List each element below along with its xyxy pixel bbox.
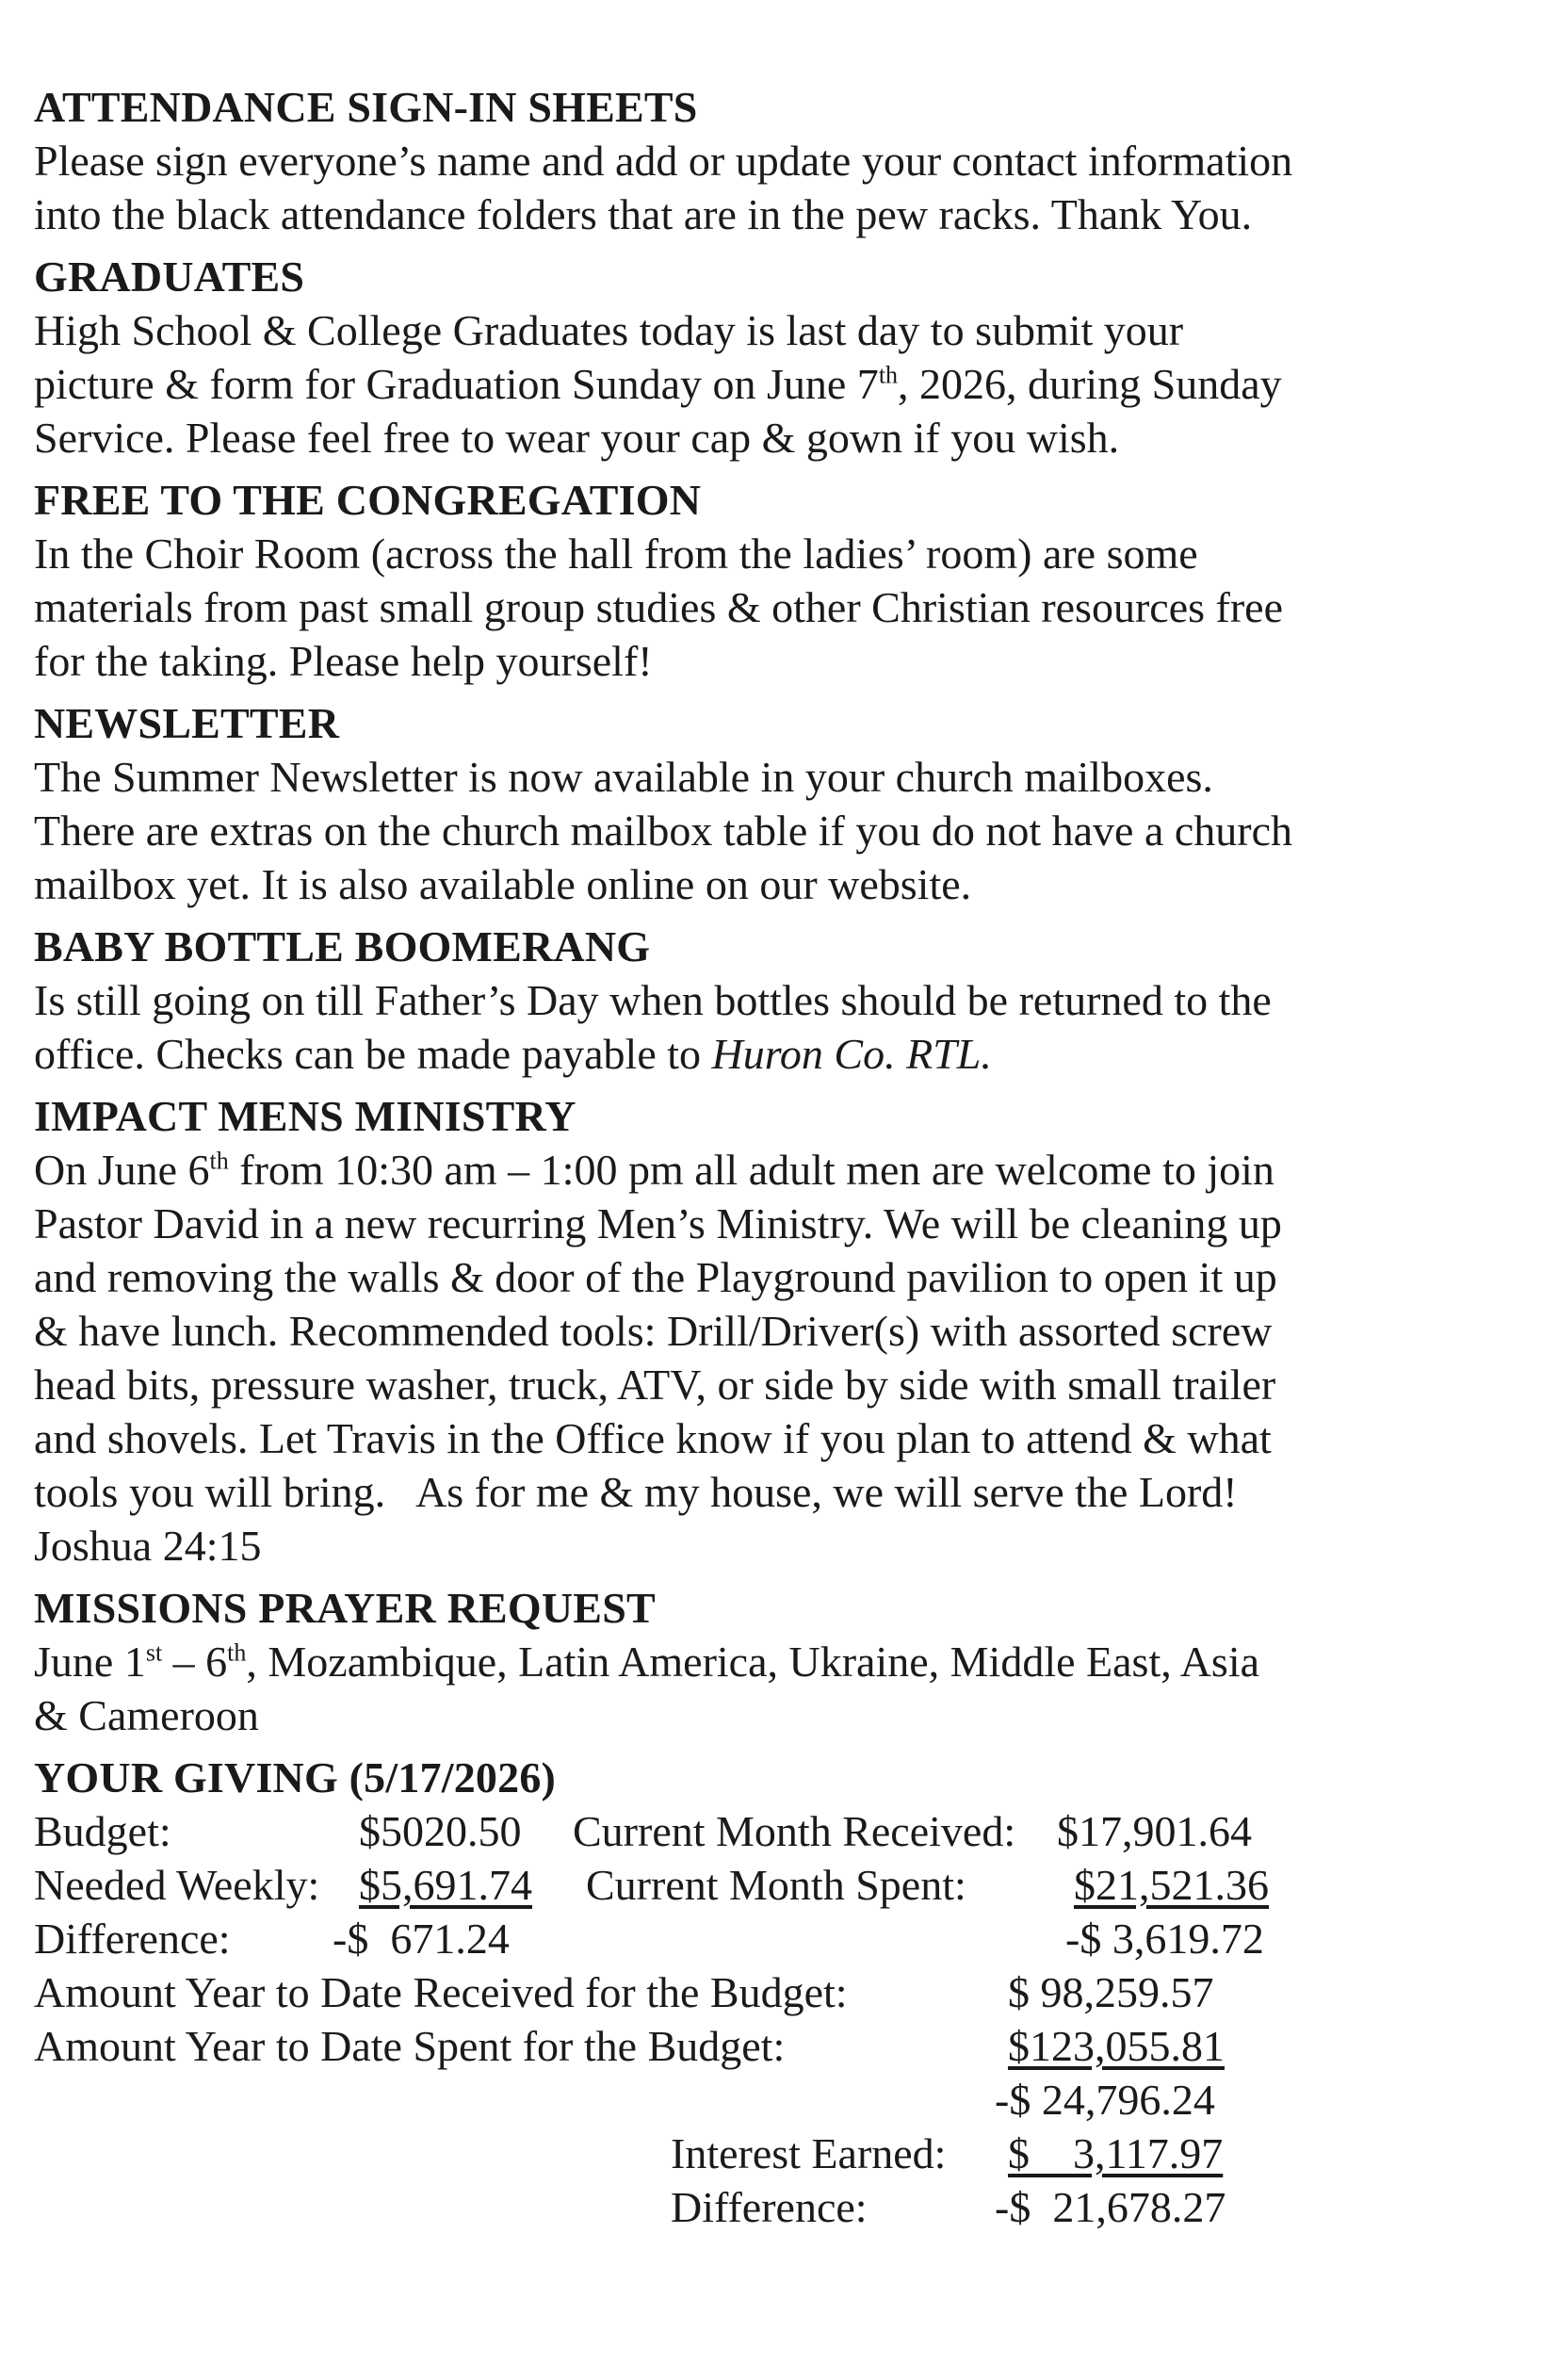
free-text bbox=[34, 527, 1390, 688]
difference-label: Difference: bbox=[34, 1915, 231, 1963]
impact-text-part: On June 6 bbox=[34, 1146, 210, 1194]
newsletter-line: The Summer Newsletter is now available in your church mailboxes. bbox=[34, 753, 1213, 801]
final-difference-label: Difference: bbox=[671, 2183, 868, 2231]
impact-line: & have lunch. Recommended tools: Drill/Driver(s) with assorted screw bbox=[34, 1307, 1273, 1355]
month-received-label: Current Month Received: bbox=[573, 1807, 1016, 1855]
final-difference-value: -$ 21,678.27 bbox=[995, 2183, 1226, 2231]
ordinal-suffix: th bbox=[209, 1147, 229, 1175]
impact-line bbox=[34, 1143, 1390, 1197]
month-spent-value: $21,521.36 bbox=[1074, 1861, 1269, 1909]
ordinal-suffix: th bbox=[878, 361, 899, 389]
graduates-text-part: , 2026, during Sunday bbox=[898, 360, 1282, 408]
missions-section bbox=[34, 1582, 1390, 1742]
giving-heading: YOUR GIVING (5/17/2026) bbox=[34, 1753, 557, 1801]
impact-section bbox=[34, 1090, 1390, 1573]
free-line: for the taking. Please help yourself! bbox=[34, 637, 653, 685]
baby-bottle-text-part: office. Checks can be made payable to bbox=[34, 1030, 712, 1078]
month-received-value: $17,901.64 bbox=[1057, 1807, 1252, 1855]
attendance-text bbox=[34, 134, 1390, 241]
newsletter-section bbox=[34, 697, 1390, 911]
impact-text bbox=[34, 1143, 1390, 1573]
missions-text-part: – 6 bbox=[162, 1638, 228, 1686]
needed-weekly-value: $5,691.74 bbox=[359, 1861, 532, 1909]
ytd-received-label: Amount Year to Date Received for the Budget: bbox=[34, 1968, 848, 2016]
ytd-received-value: $ 98,259.57 bbox=[1008, 1968, 1214, 2016]
giving-section bbox=[34, 1752, 1390, 2332]
ordinal-suffix: th bbox=[227, 1638, 247, 1667]
bulletin-page bbox=[34, 81, 1390, 2341]
impact-line: Joshua 24:15 bbox=[34, 1522, 262, 1570]
free-line: materials from past small group studies & other Christian resources free bbox=[34, 583, 1283, 631]
graduates-section bbox=[34, 251, 1390, 465]
missions-line: & Cameroon bbox=[34, 1691, 259, 1739]
missions-heading: MISSIONS PRAYER REQUEST bbox=[34, 1584, 656, 1632]
ytd-difference-value: -$ 24,796.24 bbox=[995, 2076, 1215, 2124]
graduates-text-part: picture & form for Graduation Sunday on June 7 bbox=[34, 360, 879, 408]
impact-line: Pastor David in a new recurring Men’s Ministry. We will be cleaning up bbox=[34, 1199, 1282, 1247]
newsletter-line: mailbox yet. It is also available online on our website. bbox=[34, 860, 972, 908]
free-section bbox=[34, 474, 1390, 688]
interest-label: Interest Earned: bbox=[671, 2129, 947, 2177]
missions-text-part: , Mozambique, Latin America, Ukraine, Middle East, Asia bbox=[246, 1638, 1260, 1686]
budget-label: Budget: bbox=[34, 1807, 171, 1855]
impact-line: and removing the walls & door of the Playground pavilion to open it up bbox=[34, 1253, 1277, 1301]
baby-bottle-heading: BABY BOTTLE BOOMERANG bbox=[34, 922, 651, 970]
baby-bottle-section bbox=[34, 921, 1390, 1081]
ordinal-suffix: st bbox=[145, 1638, 163, 1667]
baby-bottle-text bbox=[34, 973, 1390, 1081]
graduates-line: Service. Please feel free to wear your cap & gown if you wish. bbox=[34, 414, 1120, 462]
newsletter-text bbox=[34, 750, 1390, 911]
attendance-heading: ATTENDANCE SIGN-IN SHEETS bbox=[34, 83, 698, 131]
baby-bottle-line: Is still going on till Father’s Day when bottles should be returned to the bbox=[34, 976, 1272, 1024]
baby-bottle-line bbox=[34, 1027, 1390, 1081]
impact-heading: IMPACT MENS MINISTRY bbox=[34, 1092, 576, 1140]
attendance-section bbox=[34, 81, 1390, 241]
graduates-text bbox=[34, 303, 1390, 465]
ytd-spent-label: Amount Year to Date Spent for the Budget: bbox=[34, 2022, 786, 2070]
newsletter-line: There are extras on the church mailbox table if you do not have a church bbox=[34, 807, 1293, 855]
missions-line bbox=[34, 1635, 1390, 1688]
needed-weekly-label: Needed Weekly: bbox=[34, 1861, 320, 1909]
newsletter-heading: NEWSLETTER bbox=[34, 699, 340, 747]
missions-text-part: June 1 bbox=[34, 1638, 146, 1686]
giving-table bbox=[34, 1804, 1390, 2332]
free-heading: FREE TO THE CONGREGATION bbox=[34, 476, 702, 524]
attendance-line: into the black attendance folders that are in the pew racks. Thank You. bbox=[34, 190, 1253, 238]
free-line: In the Choir Room (across the hall from the ladies’ room) are some bbox=[34, 530, 1198, 578]
impact-text-part: from 10:30 am – 1:00 pm all adult men are welcome to join bbox=[228, 1146, 1274, 1194]
impact-line: tools you will bring. As for me & my house, we will serve the Lord! bbox=[34, 1468, 1238, 1516]
budget-value: $5020.50 bbox=[359, 1807, 522, 1855]
ytd-spent-value: $123,055.81 bbox=[1008, 2022, 1225, 2070]
month-spent-label: Current Month Spent: bbox=[586, 1861, 966, 1909]
graduates-line bbox=[34, 357, 1390, 411]
impact-line: head bits, pressure washer, truck, ATV, or side by side with small trailer bbox=[34, 1361, 1276, 1409]
graduates-line: High School & College Graduates today is last day to submit your bbox=[34, 306, 1184, 354]
graduates-heading: GRADUATES bbox=[34, 253, 305, 301]
difference-value: -$ 671.24 bbox=[333, 1915, 510, 1963]
interest-value: $ 3,117.97 bbox=[1008, 2129, 1224, 2177]
payee-name: Huron Co. RTL. bbox=[711, 1030, 992, 1078]
missions-text bbox=[34, 1635, 1390, 1742]
attendance-line: Please sign everyone’s name and add or update your contact information bbox=[34, 137, 1293, 185]
impact-line: and shovels. Let Travis in the Office know if you plan to attend & what bbox=[34, 1414, 1272, 1462]
month-difference-value: -$ 3,619.72 bbox=[1065, 1915, 1264, 1963]
